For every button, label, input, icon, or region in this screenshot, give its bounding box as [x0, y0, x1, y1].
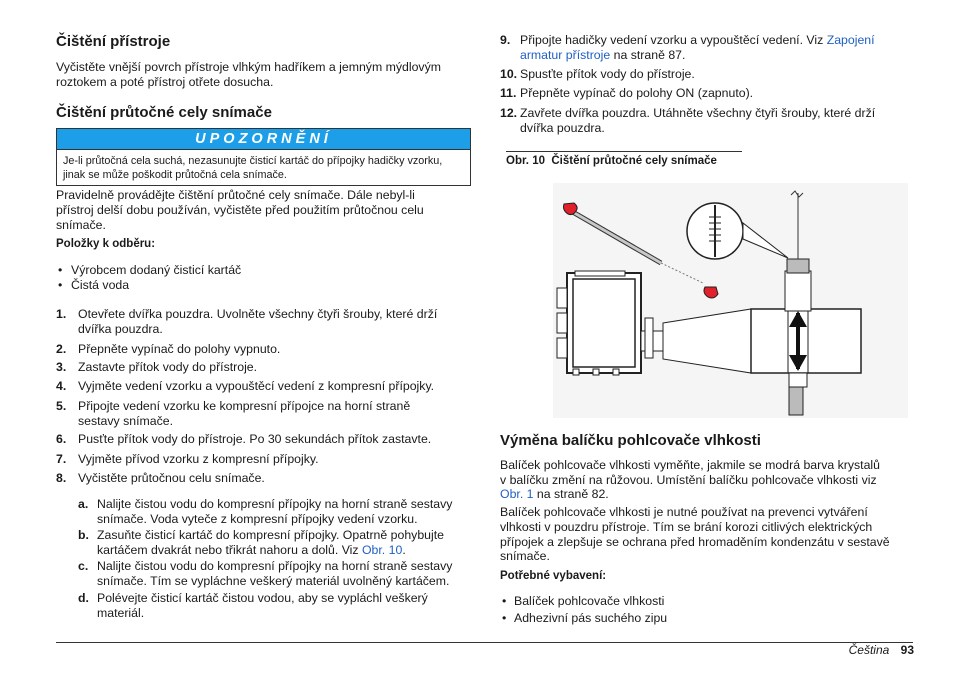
- bullet-item: • Adhezivní pás suchého zipu: [502, 611, 668, 625]
- heading-desiccant: Výměna balíčku pohlcovače vlhkosti: [500, 432, 761, 449]
- step-text: Připojte vedení vzorku ke kompresní přípojce na horní straně: [78, 399, 411, 413]
- step-text: Pusťte přítok vody do přístroje. Po 30 sekundách přítok zastavte.: [78, 432, 432, 446]
- connections-link-cont[interactable]: armatur přístroje: [520, 48, 611, 62]
- step-number: 6.: [56, 432, 67, 446]
- step-number: 9.: [500, 33, 511, 47]
- paragraph: v balíčku změní na růžovou. Umístění balíčku pohlcovače vlhkosti viz: [500, 473, 877, 487]
- step-text: Přepněte vypínač do polohy vypnuto.: [78, 342, 281, 356]
- step-text: Vyčistěte průtočnou celu snímače.: [78, 471, 265, 485]
- page-footer: [849, 643, 914, 658]
- step-text: dvířka pouzdra.: [520, 121, 605, 135]
- footer-language: Čeština: [848, 643, 890, 657]
- paragraph: Pravidelně provádějte čištění průtočné cely snímače. Dále nebyl-li: [56, 188, 415, 202]
- step-text: armatur přístroje na straně 87.: [520, 48, 686, 62]
- step-number: 10.: [500, 67, 518, 81]
- step-text: Připojte hadičky vedení vzorku a vypouštěcí vedení. Viz Zapojení: [520, 33, 875, 47]
- step-number: 1.: [56, 307, 67, 321]
- paragraph: přípojek a zlepšuje se ochrana před hromaděním kondenzátu v sestavě: [500, 535, 890, 549]
- substep-letter: b.: [78, 528, 89, 542]
- step-text: sestavy snímače.: [78, 414, 173, 428]
- step-number: 7.: [56, 452, 67, 466]
- substep-letter: a.: [78, 497, 89, 511]
- step-text: Zastavte přítok vody do přístroje.: [78, 360, 258, 374]
- step-text: dvířka pouzdra.: [78, 322, 163, 336]
- order-items-label: Položky k odběru:: [56, 238, 156, 250]
- page-number: 93: [900, 643, 914, 657]
- figure-10-link[interactable]: Obr. 10: [361, 543, 403, 557]
- connections-link[interactable]: Zapojení: [826, 33, 875, 47]
- heading-cleaning-device: Čištění přístroje: [56, 33, 171, 50]
- step-text: Vyjměte vedení vzorku a vypouštěcí vedení z kompresní přípojky.: [78, 379, 435, 393]
- step-text: Otevřete dvířka pouzdra. Uvolněte všechny čtyři šrouby, které drží: [78, 307, 438, 321]
- step-text: Vyjměte přívod vzorku z kompresní přípojky.: [78, 452, 319, 466]
- caption-rule: [506, 151, 742, 152]
- paragraph: Obr. 1 na straně 82.: [500, 487, 609, 501]
- warning-line: Je-li průtočná cela suchá, nezasunujte čisticí kartáč do přípojky hadičky vzorku,: [63, 155, 443, 167]
- warning-box: [56, 128, 471, 186]
- warning-text: [57, 150, 470, 185]
- paragraph: vlhkosti v pouzdru přístroje. Tím se brání korozi citlivých elektrických: [500, 520, 873, 534]
- step-number: 8.: [56, 471, 67, 485]
- heading-cleaning-cell: Čištění průtočné cely snímače: [56, 104, 272, 121]
- paragraph: Balíček pohlcovače vlhkosti vyměňte, jakmile se modrá barva krystalů: [500, 458, 880, 472]
- bullet-item: • Výrobcem dodaný čisticí kartáč: [58, 263, 242, 277]
- paragraph: snímače.: [500, 549, 550, 563]
- substep-text: snímače. Tím se vypláchne veškerý materiál uvolněný kartáčem.: [97, 574, 450, 588]
- bullet-item: • Čistá voda: [58, 278, 130, 292]
- step-number: 5.: [56, 399, 67, 413]
- substep-text: Nalijte čistou vodu do kompresní přípojky na horní straně sestavy: [97, 497, 453, 511]
- paragraph: Balíček pohlcovače vlhkosti je nutné používat na prevenci vytváření: [500, 505, 868, 519]
- substep-letter: d.: [78, 591, 89, 605]
- substep-text: Nalijte čistou vodu do kompresní přípojky na horní straně sestavy: [97, 559, 453, 573]
- paragraph: přístroj delší dobu používán, vyčistěte před použitím průtočnou celu: [56, 203, 424, 217]
- warning-title: UPOZORNĚNÍ: [57, 129, 470, 150]
- footer-rule: [56, 642, 913, 643]
- step-number: 3.: [56, 360, 67, 374]
- substep-text: Zasuňte čisticí kartáč do kompresní přípojky. Opatrně pohybujte: [97, 528, 444, 542]
- paragraph: roztokem a poté přístroj otřete dosucha.: [56, 75, 274, 89]
- step-number: 11.: [500, 86, 517, 100]
- bullet-item: • Balíček pohlcovače vlhkosti: [502, 594, 665, 608]
- warning-line: jinak se může poškodit průtočná cela snímače.: [63, 169, 287, 181]
- substep-text: Polévejte čisticí kartáč čistou vodou, aby se vypláchl veškerý: [97, 591, 428, 605]
- required-equipment-label: Potřebné vybavení:: [500, 570, 607, 582]
- step-number: 12.: [500, 106, 518, 120]
- substep-letter: c.: [78, 559, 89, 573]
- substep-text: kartáčem dvakrát nebo třikrát nahoru a dolů. Viz Obr. 10.: [97, 543, 406, 557]
- step-text: Zavřete dvířka pouzdra. Utáhněte všechny čtyři šrouby, které drží: [520, 106, 876, 120]
- cleaning-illustration: [553, 183, 908, 418]
- step-number: 4.: [56, 379, 67, 393]
- step-text: Spusťte přítok vody do přístroje.: [520, 67, 695, 81]
- paragraph: snímače.: [56, 218, 106, 232]
- figure-1-link[interactable]: Obr. 1: [500, 487, 534, 501]
- step-text: Přepněte vypínač do polohy ON (zapnuto).: [520, 86, 754, 100]
- step-number: 2.: [56, 342, 67, 356]
- substep-text: snímače. Voda vyteče z kompresní přípojky vedení vzorku.: [97, 512, 418, 526]
- substep-text: materiál.: [97, 606, 145, 620]
- figure-caption: Obr. 10 Čištění průtočné cely snímače: [506, 155, 717, 167]
- paragraph: Vyčistěte vnější povrch přístroje vlhkým hadříkem a jemným mýdlovým: [56, 60, 441, 74]
